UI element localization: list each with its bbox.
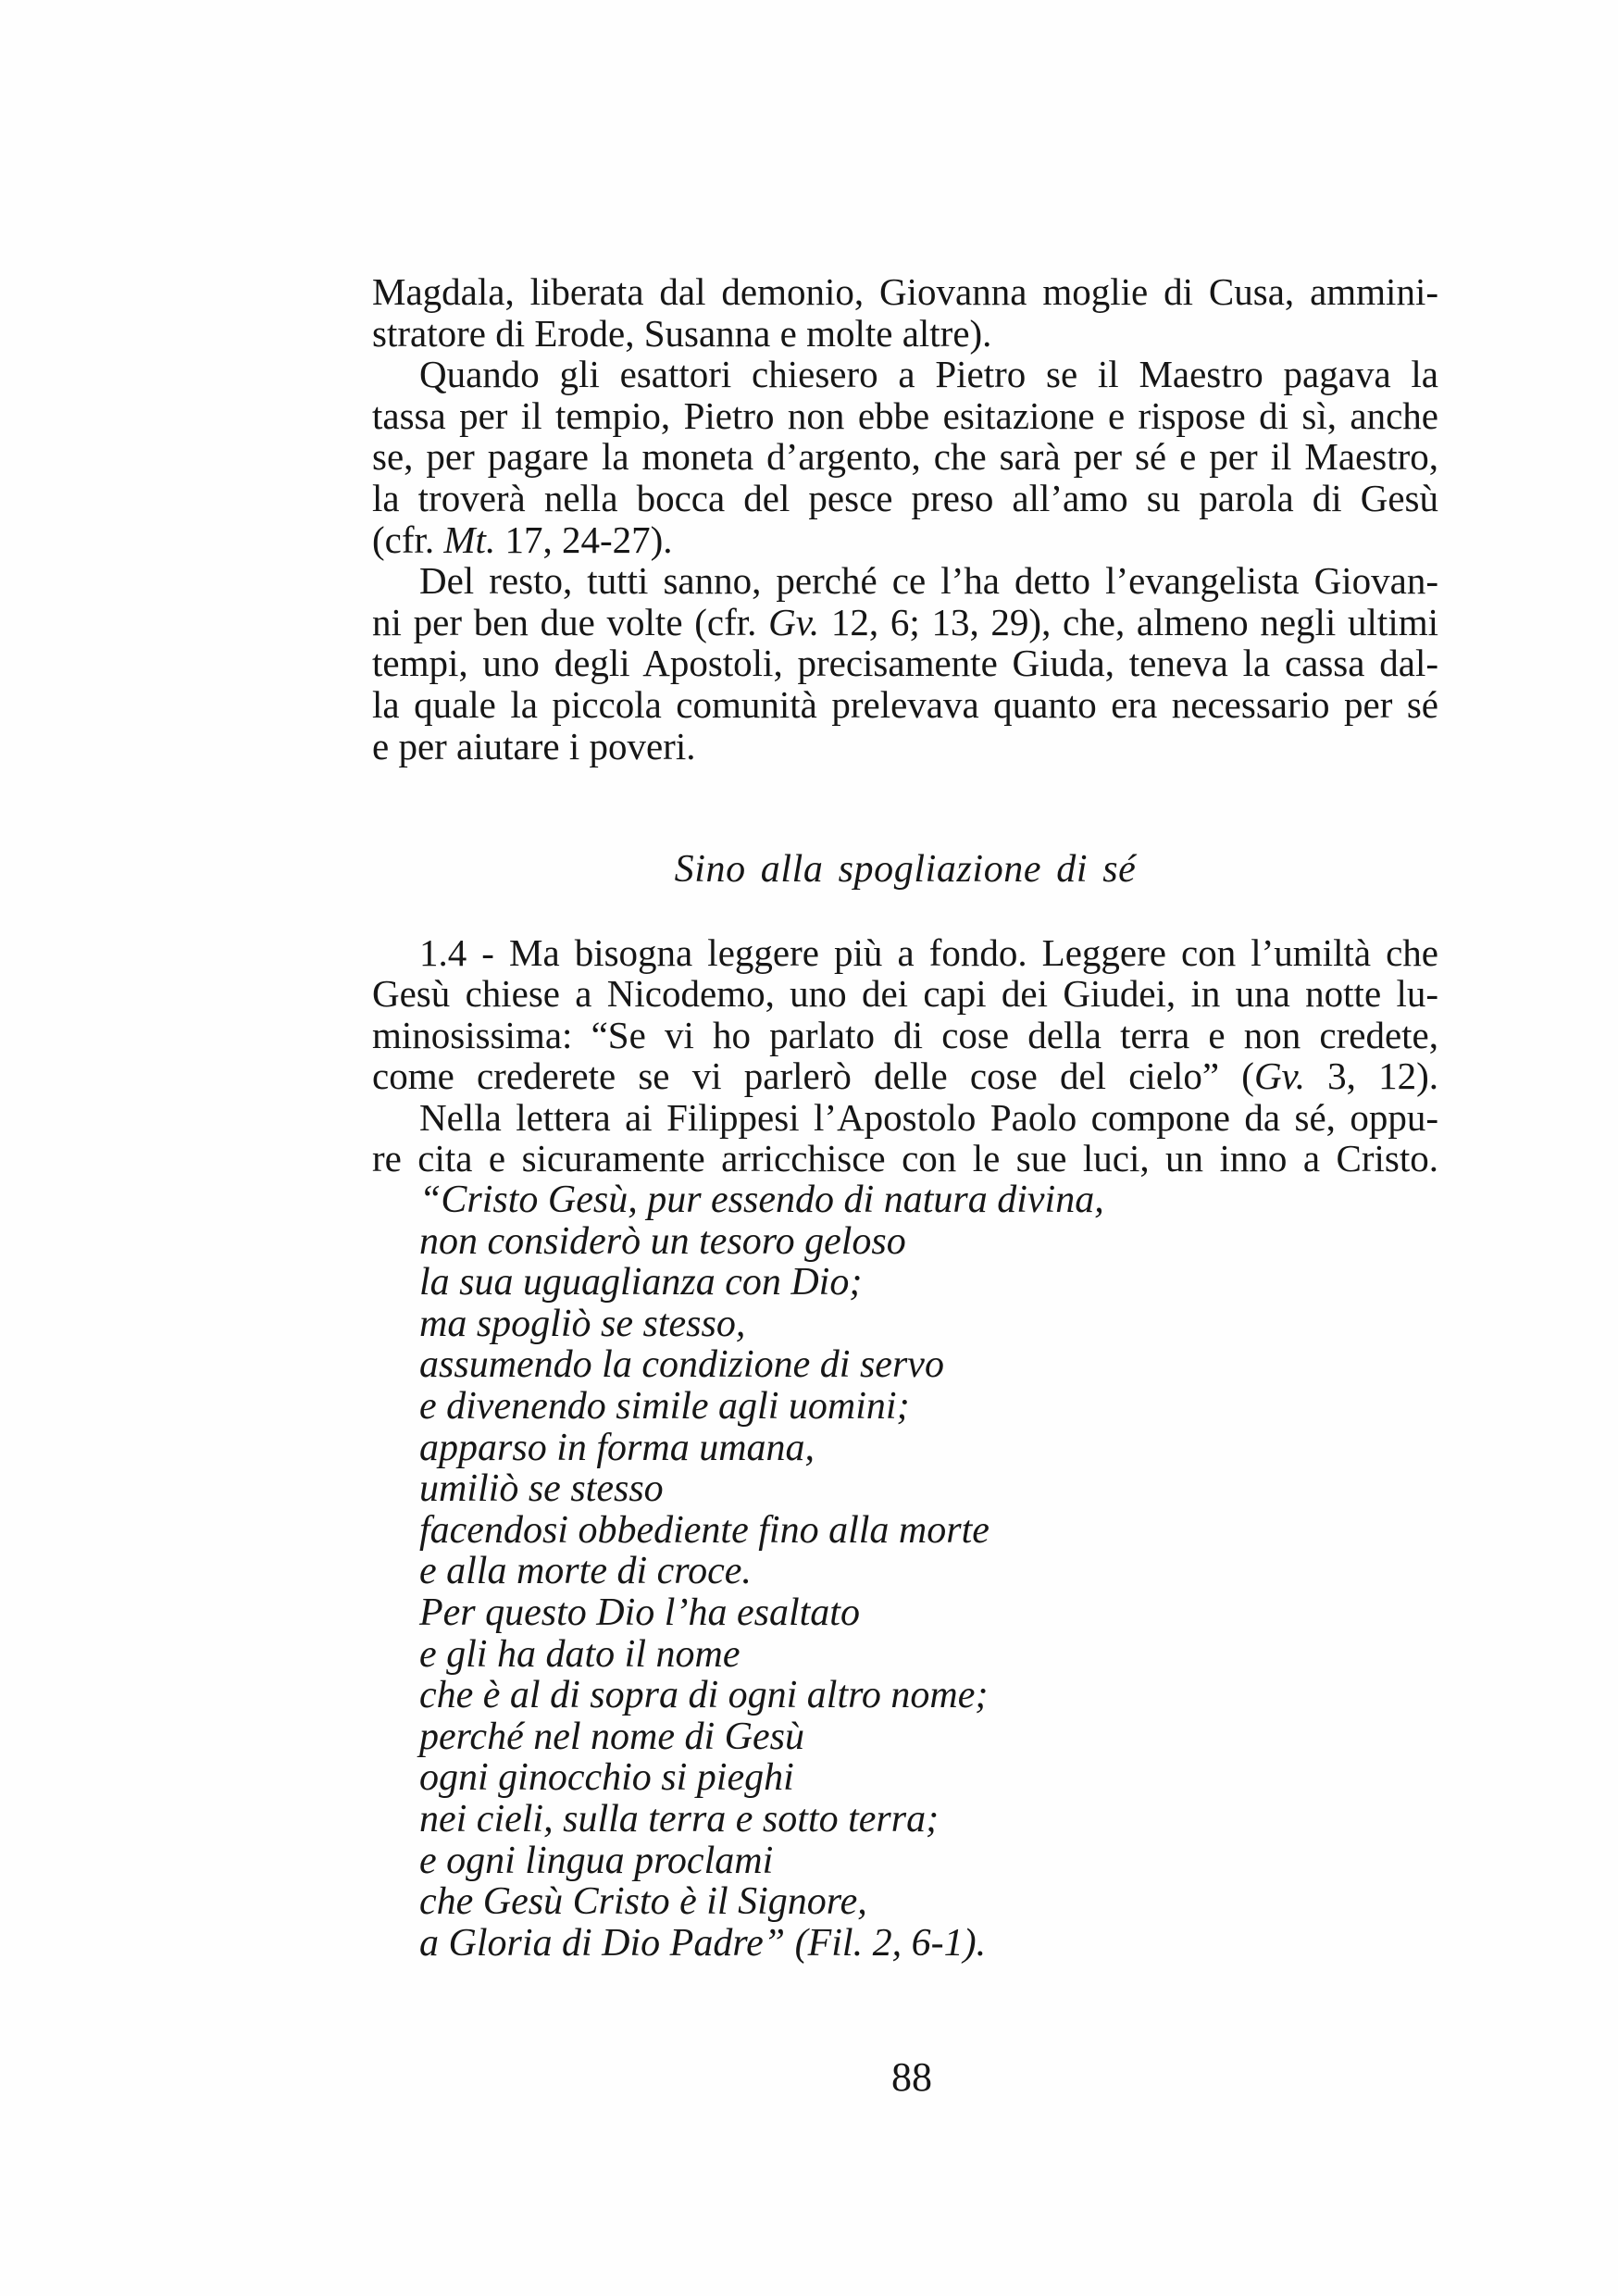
text-line — [372, 1055, 1438, 1097]
text-line: minosissima: “Se vi ho parlato di cose della terra e non credete, — [372, 1013, 1438, 1056]
hymn-line: e ogni lingua proclami — [419, 1839, 774, 1882]
text-line: Nella lettera ai Filippesi l’Apostolo Paolo compone da sé, oppu- — [419, 1095, 1438, 1139]
text-line — [372, 602, 1438, 643]
paragraph-common-purse — [372, 560, 1438, 767]
hymn-line: facendosi obbediente fino alla morte — [419, 1508, 989, 1552]
text-line: se, per pagare la moneta d’argento, che sarà per sé e per il Maestro, — [372, 435, 1438, 479]
hymn-line: non considerò un tesoro geloso — [419, 1219, 906, 1263]
hymn-line: e alla morte di croce. — [419, 1550, 752, 1593]
hymn-line: ogni ginocchio si pieghi — [419, 1756, 794, 1800]
hymn-quotation — [372, 1179, 1438, 1964]
paragraph-nicodemus — [372, 932, 1438, 1097]
line-text: ni per ben due volte (cfr. — [372, 600, 769, 643]
line-text: (cfr. — [372, 518, 444, 561]
paragraph-temple-tax — [372, 354, 1438, 560]
hymn-line: umiliò se stesso — [419, 1467, 664, 1511]
hymn-line: a Gloria di Dio Padre” (Fil. 2, 6-1). — [419, 1921, 987, 1965]
section-heading: Sino alla spogliazione di sé — [674, 848, 1137, 892]
text-line: la quale la piccola comunità prelevava quanto era necessario per sé — [372, 682, 1438, 726]
hymn-line: “Cristo Gesù, pur essendo di natura divina, — [419, 1179, 1104, 1222]
paragraph-philippians — [372, 1097, 1438, 1179]
line-text: 3, 12). — [1304, 1054, 1438, 1098]
hymn-line: perché nel nome di Gesù — [419, 1715, 804, 1758]
paragraph-magdala — [372, 271, 1438, 354]
hymn-line: assumendo la condizione di servo — [419, 1343, 944, 1387]
text-line: tempi, uno degli Apostoli, precisamente Giuda, teneva la cassa dal- — [372, 642, 1438, 685]
text-column — [372, 271, 1438, 1964]
text-line: Gesù chiese a Nicodemo, uno dei capi dei Giudei, in una notte lu- — [372, 972, 1438, 1016]
text-line: Del resto, tutti sanno, perché ce l’ha detto l’evangelista Giovan- — [419, 559, 1438, 603]
text-line: Quando gli esattori chiesero a Pietro se il Maestro pagava la — [419, 353, 1438, 396]
hymn-line: apparso in forma umana, — [419, 1426, 815, 1469]
text-line: 1.4 - Ma bisogna leggere più a fondo. Leggere con l’umiltà che — [419, 930, 1438, 974]
page-number: 88 — [891, 2054, 932, 2100]
line-text: come crederete se vi parlerò delle cose del cielo” ( — [372, 1054, 1254, 1098]
hymn-line: la sua uguaglianza con Dio; — [419, 1261, 863, 1304]
hymn-line: che è al di sopra di ogni altro nome; — [419, 1674, 989, 1717]
text-line: stratore di Erode, Susanna e molte altre). — [372, 311, 992, 355]
text-line: e per aiutare i poveri. — [372, 724, 696, 767]
text-line — [372, 519, 1438, 561]
hymn-line: e gli ha dato il nome — [419, 1632, 741, 1676]
text-line: Magdala, liberata dal demonio, Giovanna moglie di Cusa, ammini- — [372, 270, 1438, 313]
text-line: tassa per il tempio, Pietro non ebbe esitazione e rispose di sì, anche — [372, 393, 1438, 437]
text-line: la troverà nella bocca del pesce preso all’amo su parola di Gesù — [372, 476, 1438, 519]
hymn-line: e divenendo simile agli uomini; — [419, 1385, 910, 1429]
section-spacer — [372, 767, 1438, 849]
hymn-line: che Gesù Cristo è il Signore, — [419, 1880, 867, 1924]
line-text: 12, 6; 13, 29), che, almeno negli ultimi — [819, 600, 1438, 643]
scripture-reference: Gv. — [1253, 1054, 1305, 1098]
scripture-reference: Mt. — [443, 518, 496, 561]
hymn-line: Per questo Dio l’ha esaltato — [419, 1591, 860, 1634]
line-text: 17, 24-27). — [495, 518, 673, 561]
text-line: re cita e sicuramente arricchisce con le sue luci, un inno a Cristo. — [372, 1137, 1438, 1180]
hymn-line: nei cieli, sulla terra e sotto terra; — [419, 1797, 940, 1841]
hymn-line: ma spogliò se stesso, — [419, 1302, 746, 1345]
scripture-reference: Gv. — [768, 600, 820, 643]
